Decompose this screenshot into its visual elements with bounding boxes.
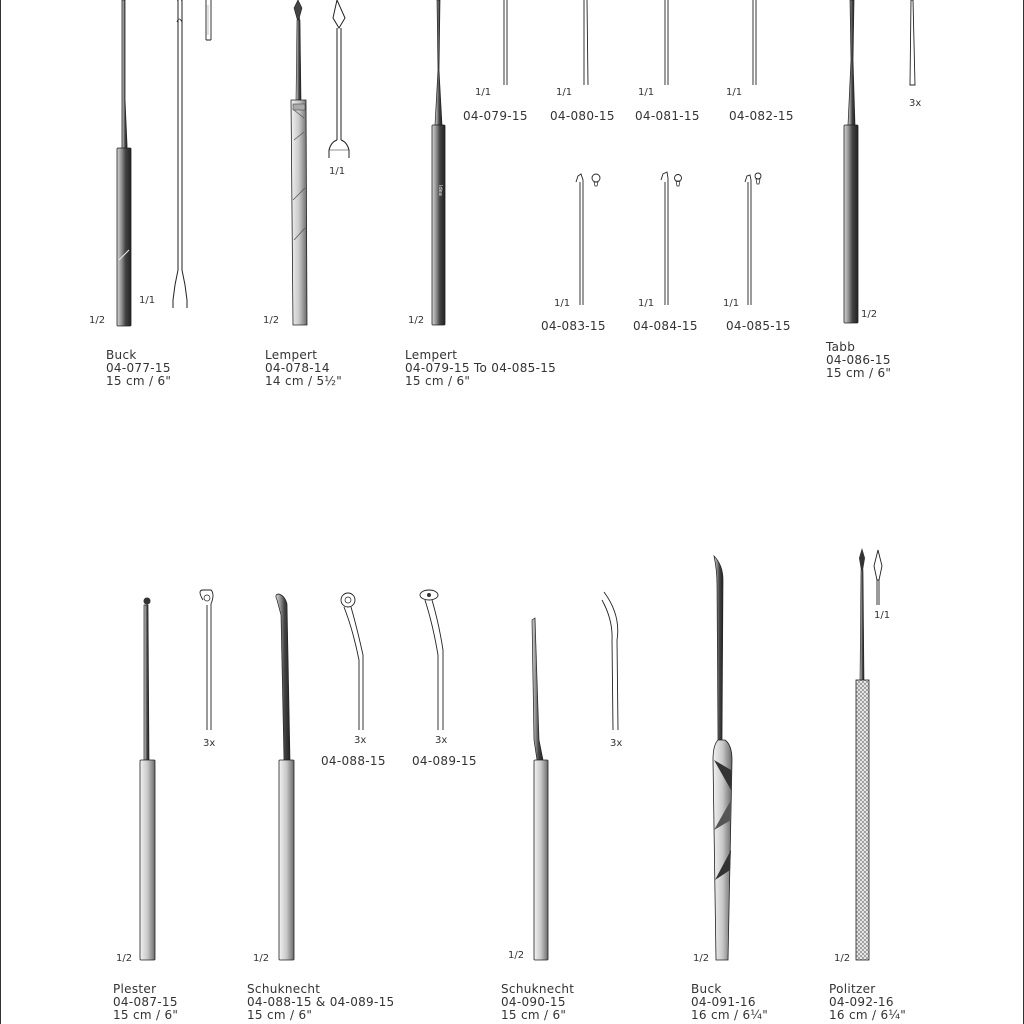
schuknecht-b-size: 15 cm / 6" <box>501 1008 567 1022</box>
buck2-size: 16 cm / 6¼" <box>691 1008 769 1022</box>
schuknecht-b-handle-scale: 1/2 <box>508 950 525 961</box>
tip-081-scale: 1/1 <box>638 87 655 98</box>
tabb-name: Tabb <box>826 340 856 354</box>
tabb-size: 15 cm / 6" <box>826 366 892 380</box>
buck2-caption <box>691 983 768 1022</box>
schuknecht-a-caption <box>247 983 395 1022</box>
tabb-detail-scale: 3x <box>909 98 922 109</box>
buck-handle-scale: 1/2 <box>89 315 106 326</box>
plester-size: 15 cm / 6" <box>113 1008 179 1022</box>
tip-085-scale: 1/1 <box>723 298 740 309</box>
schuknecht-a-size: 15 cm / 6" <box>247 1008 313 1022</box>
probe-tip-details-lower <box>576 172 761 305</box>
plester-detail-scale: 3x <box>203 738 216 749</box>
lempert-a-detail-scale: 1/1 <box>329 166 346 177</box>
lempert-a-caption <box>265 349 342 388</box>
lempert-b-code: 04-079-15 To 04-085-15 <box>405 361 557 375</box>
buck-name: Buck <box>106 348 137 362</box>
buck-detail-scale: 1/1 <box>139 295 156 306</box>
tip-089-scale: 3x <box>435 735 448 746</box>
lempert-a-size: 14 cm / 5½" <box>265 374 343 388</box>
tip-079-scale: 1/1 <box>475 87 492 98</box>
plester-handle-scale: 1/2 <box>116 953 133 964</box>
plester-curette-illustration <box>140 598 155 961</box>
lempert-b-handle-scale: 1/2 <box>408 315 425 326</box>
schuknecht-a-code: 04-088-15 & 04-089-15 <box>247 995 395 1009</box>
instrument-illustrations <box>1 0 1024 1024</box>
schuknecht-b-name: Schuknecht <box>501 982 575 996</box>
tip-088-scale: 3x <box>354 735 367 746</box>
tabb-handle-scale: 1/2 <box>861 309 878 320</box>
tip-080-code: 04-080-15 <box>550 109 615 123</box>
lempert-b-size: 15 cm / 6" <box>405 374 471 388</box>
buck-knife-illustration <box>713 556 732 960</box>
svg-text:Idea: Idea <box>437 185 443 196</box>
plester-caption <box>113 983 178 1022</box>
politzer-size: 16 cm / 6¼" <box>829 1008 907 1022</box>
plester-code: 04-087-15 <box>113 995 178 1009</box>
politzer-detail-scale: 1/1 <box>874 610 891 621</box>
schuknecht-curette-illustration <box>276 594 294 960</box>
schuknecht-a-name: Schuknecht <box>247 982 321 996</box>
buck-code: 04-077-15 <box>106 361 171 375</box>
lempert-probe-illustration <box>432 0 445 325</box>
politzer-code: 04-092-16 <box>829 995 894 1009</box>
tip-079-code: 04-079-15 <box>463 109 528 123</box>
schuknecht-knife-detail <box>602 592 618 730</box>
tip-088-code: 04-088-15 <box>321 754 386 768</box>
buck2-name: Buck <box>691 982 722 996</box>
tip-082-code: 04-082-15 <box>729 109 794 123</box>
politzer-name: Politzer <box>829 982 876 996</box>
tabb-detail-illustration <box>910 0 915 85</box>
tip-080-scale: 1/1 <box>556 87 573 98</box>
buck-size: 15 cm / 6" <box>106 374 172 388</box>
tip-089-code: 04-089-15 <box>412 754 477 768</box>
schuknecht-b-detail-scale: 3x <box>610 738 623 749</box>
schuknecht-b-code: 04-090-15 <box>501 995 566 1009</box>
lempert-a-name: Lempert <box>265 348 318 362</box>
lempert-detail-illustration <box>329 0 349 158</box>
lempert-elevator-illustration <box>291 0 307 325</box>
tip-083-code: 04-083-15 <box>541 319 606 333</box>
buck-caption <box>106 349 171 388</box>
plester-name: Plester <box>113 982 157 996</box>
politzer-detail-illustration <box>874 550 882 605</box>
schuknecht-tip-details <box>341 590 443 730</box>
schuknecht-knife-illustration <box>532 618 548 960</box>
politzer-knife-illustration <box>856 548 869 960</box>
lempert-a-handle-scale: 1/2 <box>263 315 280 326</box>
tabb-knife-illustration <box>844 0 858 323</box>
probe-tip-details-upper <box>504 0 756 85</box>
buck-curette-illustration <box>117 0 131 326</box>
tabb-code: 04-086-15 <box>826 353 891 367</box>
tabb-caption <box>826 341 891 380</box>
lempert-b-caption <box>405 349 556 388</box>
tip-085-code: 04-085-15 <box>726 319 791 333</box>
buck2-handle-scale: 1/2 <box>693 953 710 964</box>
politzer-caption <box>829 983 906 1022</box>
tip-081-code: 04-081-15 <box>635 109 700 123</box>
schuknecht-b-caption <box>501 983 574 1022</box>
schuknecht-a-handle-scale: 1/2 <box>253 953 270 964</box>
tip-084-code: 04-084-15 <box>633 319 698 333</box>
politzer-handle-scale: 1/2 <box>834 953 851 964</box>
lempert-b-name: Lempert <box>405 348 458 362</box>
lempert-a-code: 04-078-14 <box>265 361 330 375</box>
plester-detail-illustration <box>200 590 213 730</box>
tip-082-scale: 1/1 <box>726 87 743 98</box>
tip-083-scale: 1/1 <box>554 298 571 309</box>
buck2-code: 04-091-16 <box>691 995 756 1009</box>
buck-detail-illustration <box>173 0 211 308</box>
tip-084-scale: 1/1 <box>638 298 655 309</box>
